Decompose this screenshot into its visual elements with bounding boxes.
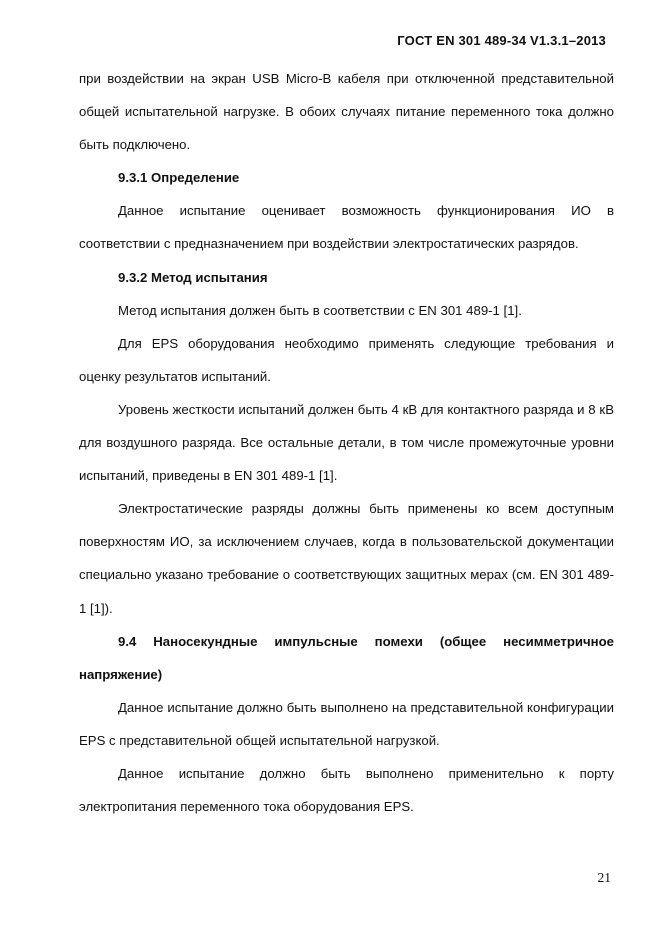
paragraph-severity-level: Уровень жесткости испытаний должен быть 4 кВ для контактного разряда и 8 кВ для воздушного разряда. Все остальные детали, в том числе промежуточные уровни испытаний, приведены в EN 301 489-1 [1]. <box>79 401 614 484</box>
section-heading-9-4: 9.4 Наносекундные импульсные помехи (общее несимметричное напряжение) <box>79 633 614 682</box>
paragraph-power-port: Данное испытание должно быть выполнено применительно к порту электропитания переменного тока оборудования EPS. <box>79 765 614 815</box>
paragraph-configuration: Данное испытание должно быть выполнено на представительной конфигурации EPS с представительной общей испытательной нагрузкой. <box>79 699 614 748</box>
section-heading-9-3-1: 9.3.1 Определение <box>118 170 240 186</box>
page-number: 21 <box>597 870 611 885</box>
paragraph-discharge-surfaces: Электростатические разряды должны быть применены ко всем доступным поверхностям ИО, за исключением случаев, когда в пользовательской документации специально указано требование о соответствующих защитных мерах (см. EN 301 489-1 [1]). <box>79 501 614 616</box>
paragraph-test-method: Метод испытания должен быть в соответствии с EN 301 489-1 [1]. <box>118 302 522 318</box>
section-heading-9-3-2: 9.3.2 Метод испытания <box>118 269 268 285</box>
paragraph-intro: при воздействии на экран USB Micro-B кабеля при отключенной представительной общей испытательной нагрузке. В обоих случаях питание переменного тока должно быть подключено. <box>79 71 614 153</box>
document-header-code: ГОСТ EN 301 489-34 V1.3.1–2013 <box>397 33 606 48</box>
paragraph-definition: Данное испытание оценивает возможность функционирования ИО в соответствии с предназначением при воздействии электростатических разрядов. <box>79 203 614 252</box>
document-body <box>79 62 614 823</box>
paragraph-eps-requirements: Для EPS оборудования необходимо применять следующие требования и оценку результатов испытаний. <box>79 335 614 384</box>
